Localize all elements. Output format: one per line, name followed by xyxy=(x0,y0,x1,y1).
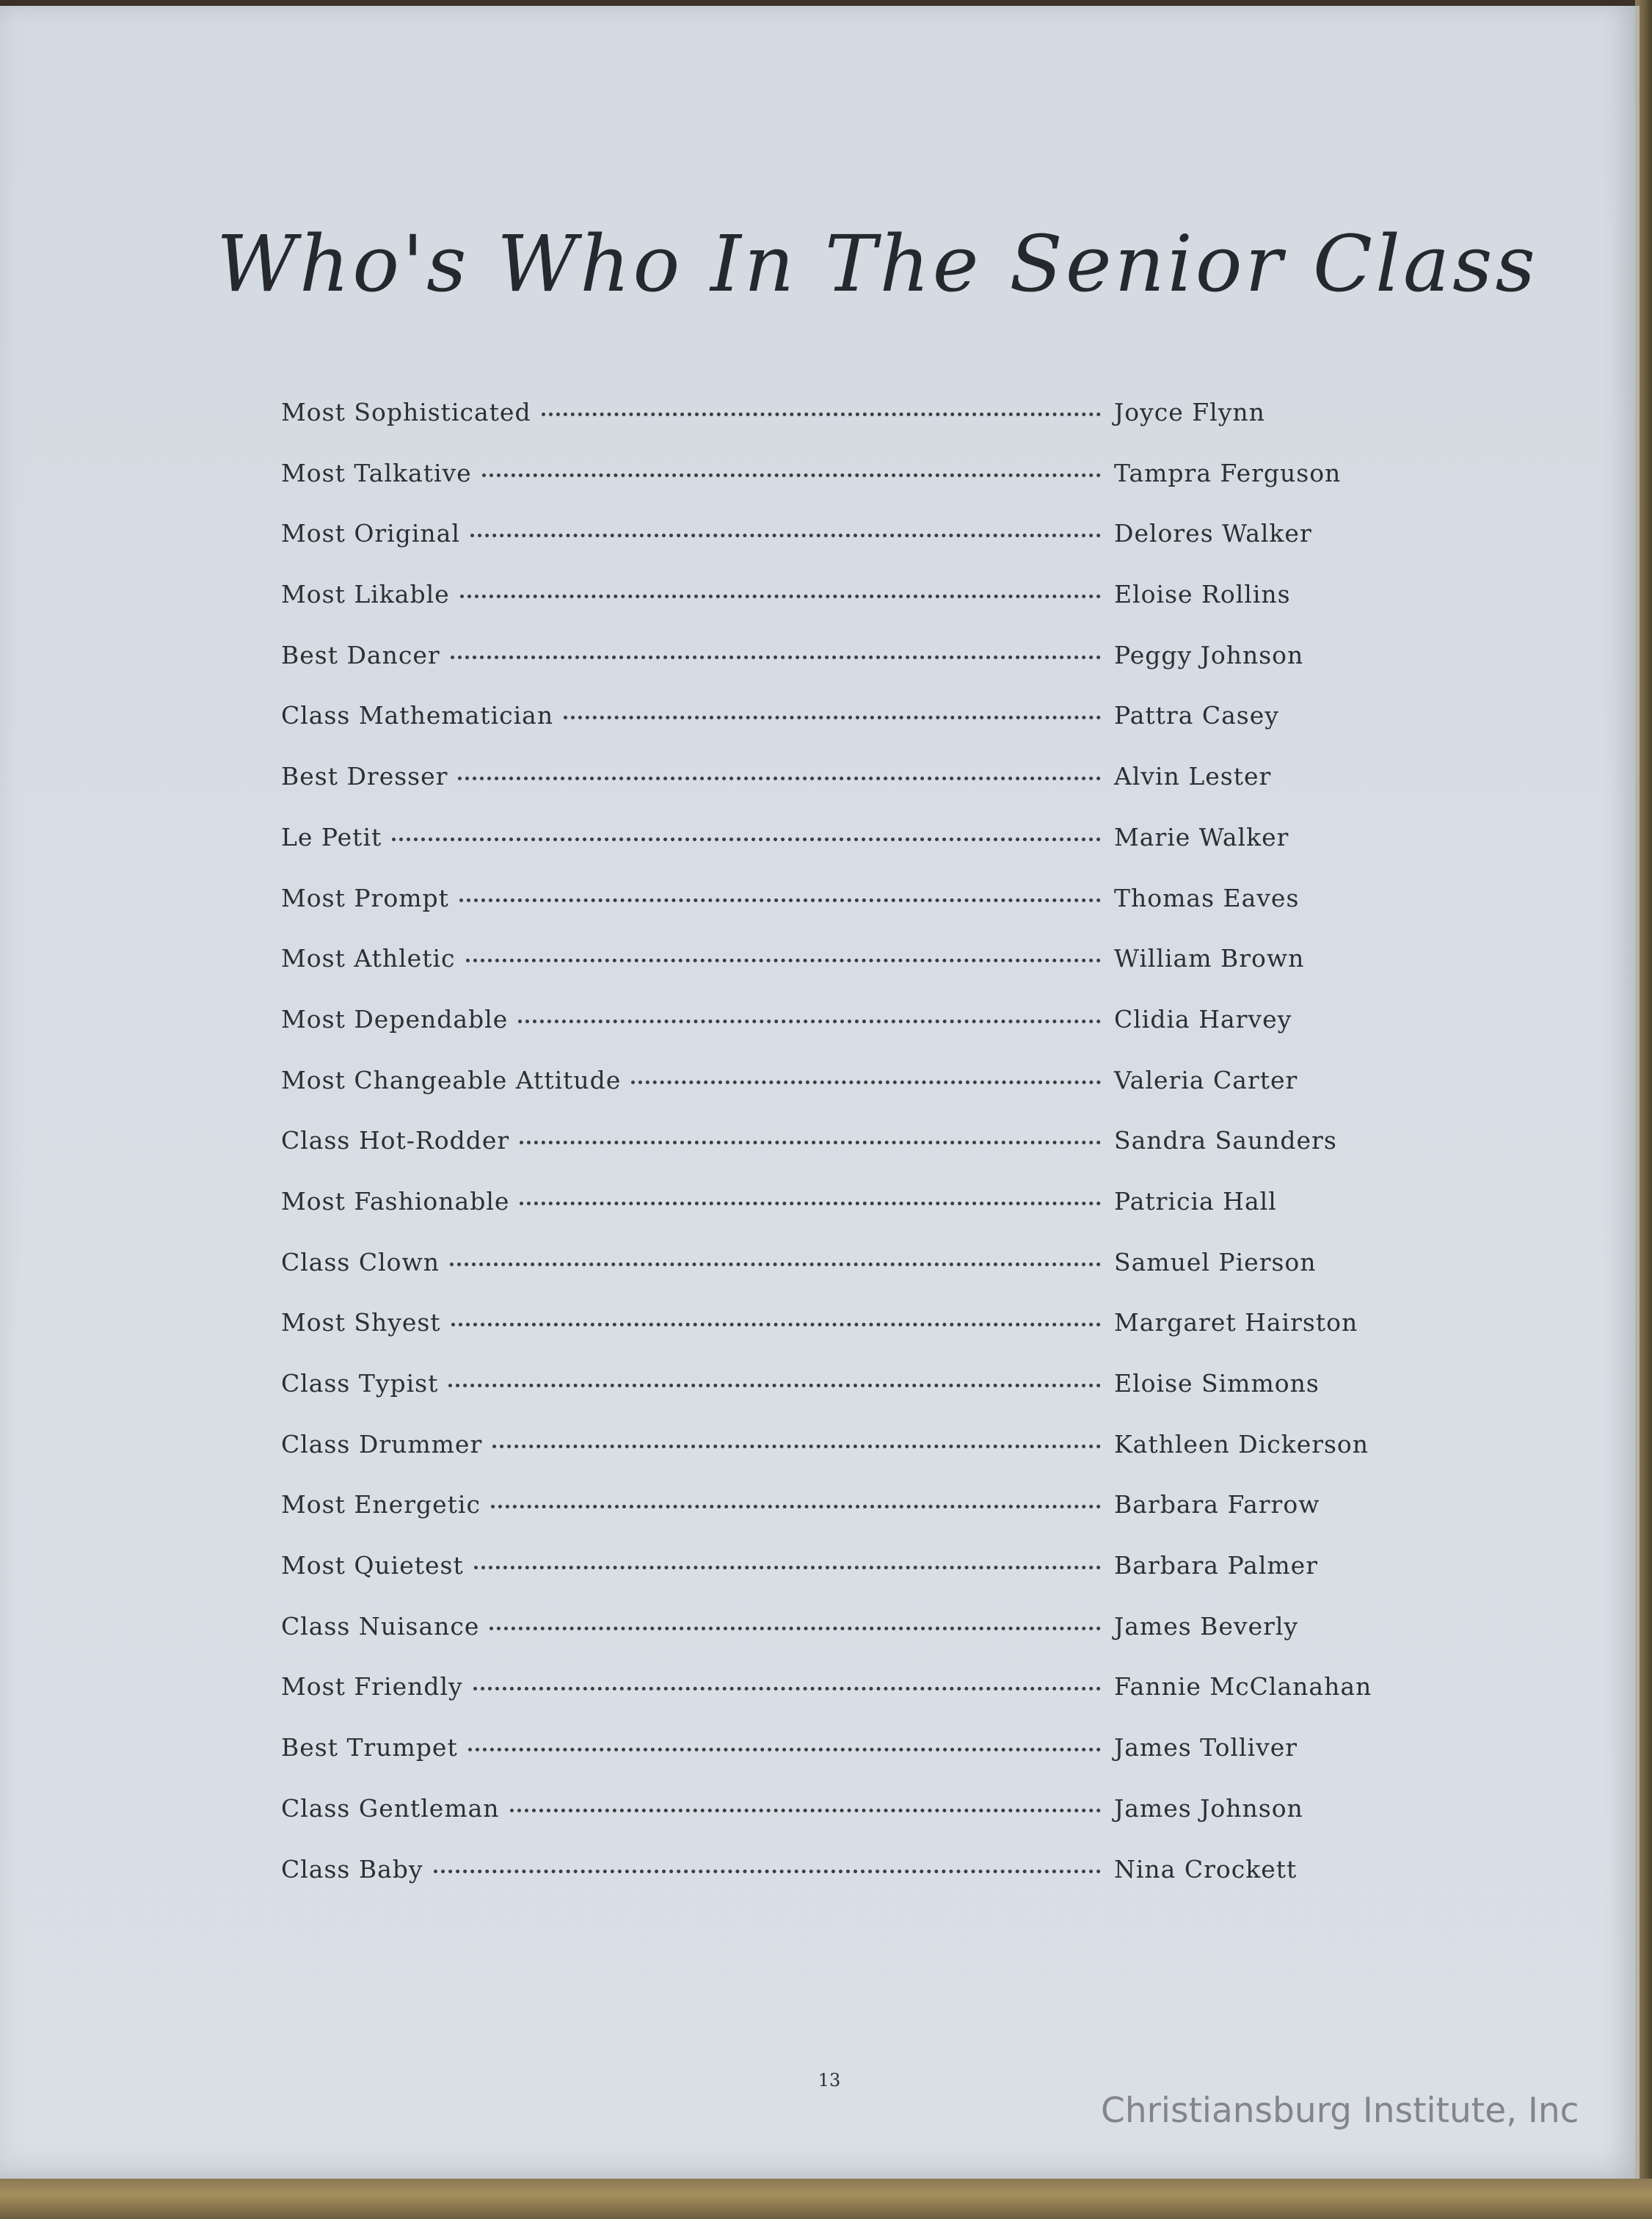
dot-leader xyxy=(474,1566,1101,1569)
award-title: Best Dancer xyxy=(281,640,440,669)
award-row xyxy=(281,1248,1382,1309)
award-leader-group xyxy=(281,1430,1114,1459)
student-name: Clidia Harvey xyxy=(1114,1004,1292,1034)
dot-leader xyxy=(631,1081,1101,1084)
award-leader-group xyxy=(281,1612,1114,1641)
student-name: James Beverly xyxy=(1114,1611,1299,1641)
award-title: Most Prompt xyxy=(281,883,449,912)
award-title: Le Petit xyxy=(281,822,382,851)
student-name: Eloise Simmons xyxy=(1114,1369,1320,1398)
award-row xyxy=(281,519,1382,580)
award-title: Best Trumpet xyxy=(281,1733,458,1762)
award-leader-group xyxy=(281,1187,1114,1216)
award-leader-group xyxy=(281,1248,1114,1276)
award-row xyxy=(281,1066,1382,1127)
student-name: Eloise Rollins xyxy=(1114,580,1291,609)
student-name: Barbara Palmer xyxy=(1114,1551,1318,1580)
student-name: James Johnson xyxy=(1114,1793,1303,1823)
student-name: Peggy Johnson xyxy=(1114,640,1304,669)
dot-leader xyxy=(518,1020,1101,1023)
award-leader-group xyxy=(281,1490,1114,1519)
dot-leader xyxy=(542,413,1101,416)
dot-leader xyxy=(466,959,1102,962)
dot-leader xyxy=(458,777,1101,780)
award-leader-group xyxy=(281,823,1114,851)
award-row xyxy=(281,823,1382,884)
dot-leader xyxy=(459,898,1101,902)
student-name: Kathleen Dickerson xyxy=(1114,1429,1369,1459)
award-title: Most Sophisticated xyxy=(281,398,531,426)
award-leader-group xyxy=(281,519,1114,548)
award-title: Class Mathematician xyxy=(281,701,554,730)
award-title: Most Athletic xyxy=(281,944,456,973)
award-leader-group xyxy=(281,459,1114,487)
student-name: Marie Walker xyxy=(1114,822,1289,851)
award-leader-group xyxy=(281,580,1114,609)
dot-leader xyxy=(520,1202,1101,1205)
award-leader-group xyxy=(281,1126,1114,1155)
award-leader-group xyxy=(281,1794,1114,1823)
award-leader-group xyxy=(281,1066,1114,1094)
award-row xyxy=(281,1126,1382,1187)
yearbook-page xyxy=(0,6,1640,2179)
award-row xyxy=(281,1551,1382,1612)
award-leader-group xyxy=(281,944,1114,973)
dot-leader xyxy=(492,1445,1101,1448)
dot-leader xyxy=(490,1627,1101,1630)
award-title: Class Baby xyxy=(281,1854,423,1884)
dot-leader xyxy=(473,1687,1101,1690)
award-row xyxy=(281,459,1382,520)
award-row xyxy=(281,1855,1382,1916)
student-name: Nina Crockett xyxy=(1114,1854,1298,1884)
award-title: Most Dependable xyxy=(281,1004,509,1034)
award-leader-group xyxy=(281,701,1114,730)
award-leader-group xyxy=(281,1369,1114,1398)
award-title: Most Likable xyxy=(281,580,450,609)
award-row xyxy=(281,701,1382,762)
award-row xyxy=(281,944,1382,1005)
award-row xyxy=(281,1308,1382,1369)
award-row xyxy=(281,1430,1382,1491)
award-title: Class Drummer xyxy=(281,1429,483,1459)
dot-leader xyxy=(470,534,1101,537)
award-row xyxy=(281,1794,1382,1855)
award-leader-group xyxy=(281,641,1114,669)
dot-leader xyxy=(491,1505,1101,1508)
award-title: Most Changeable Attitude xyxy=(281,1065,622,1094)
dot-leader xyxy=(460,595,1101,598)
award-row xyxy=(281,1733,1382,1794)
book-bottom-edge xyxy=(0,2179,1652,2219)
award-leader-group xyxy=(281,1733,1114,1762)
student-name: Thomas Eaves xyxy=(1114,883,1300,912)
awards-list xyxy=(281,398,1382,1915)
dot-leader xyxy=(448,1384,1101,1387)
dot-leader xyxy=(451,1323,1101,1326)
award-row xyxy=(281,884,1382,945)
student-name: James Tolliver xyxy=(1114,1733,1298,1762)
award-leader-group xyxy=(281,1551,1114,1580)
award-title: Most Friendly xyxy=(281,1672,463,1702)
dot-leader xyxy=(450,1263,1101,1266)
award-row xyxy=(281,762,1382,823)
award-row xyxy=(281,1187,1382,1248)
student-name: Barbara Farrow xyxy=(1114,1490,1320,1519)
award-title: Most Fashionable xyxy=(281,1186,510,1216)
student-name: Samuel Pierson xyxy=(1114,1247,1317,1276)
award-title: Class Clown xyxy=(281,1247,440,1276)
award-leader-group xyxy=(281,398,1114,426)
award-row xyxy=(281,398,1382,459)
student-name: Joyce Flynn xyxy=(1114,398,1265,426)
student-name: William Brown xyxy=(1114,944,1305,973)
award-leader-group xyxy=(281,1308,1114,1337)
award-row xyxy=(281,1490,1382,1551)
award-title: Class Typist xyxy=(281,1369,439,1398)
award-leader-group xyxy=(281,1672,1114,1701)
award-title: Most Quietest xyxy=(281,1551,464,1580)
award-row xyxy=(281,1672,1382,1733)
award-leader-group xyxy=(281,762,1114,791)
dot-leader xyxy=(520,1141,1101,1144)
award-row xyxy=(281,1005,1382,1066)
award-title: Most Energetic xyxy=(281,1490,481,1519)
award-title: Best Dresser xyxy=(281,762,448,791)
student-name: Pattra Casey xyxy=(1114,701,1279,730)
student-name: Sandra Saunders xyxy=(1114,1126,1337,1155)
student-name: Delores Walker xyxy=(1114,519,1312,548)
dot-leader xyxy=(451,655,1101,659)
dot-leader xyxy=(564,716,1101,719)
watermark: Christiansburg Institute, Inc xyxy=(1101,2091,1579,2131)
award-leader-group xyxy=(281,1855,1114,1884)
student-name: Alvin Lester xyxy=(1114,762,1272,791)
student-name: Tampra Ferguson xyxy=(1114,458,1342,487)
award-title: Class Nuisance xyxy=(281,1611,480,1641)
award-leader-group xyxy=(281,884,1114,912)
page-number: 13 xyxy=(818,2070,841,2091)
award-title: Most Original xyxy=(281,519,460,548)
award-title: Class Gentleman xyxy=(281,1793,500,1823)
award-row xyxy=(281,580,1382,641)
award-row xyxy=(281,641,1382,702)
page-title: Who's Who In The Senior Class xyxy=(216,219,1538,309)
dot-leader xyxy=(434,1870,1101,1873)
dot-leader xyxy=(510,1809,1101,1812)
dot-leader xyxy=(392,838,1101,841)
dot-leader xyxy=(482,473,1101,477)
award-row xyxy=(281,1612,1382,1673)
dot-leader xyxy=(468,1748,1101,1751)
award-leader-group xyxy=(281,1005,1114,1034)
student-name: Margaret Hairston xyxy=(1114,1308,1358,1337)
award-row xyxy=(281,1369,1382,1430)
student-name: Patricia Hall xyxy=(1114,1186,1277,1216)
student-name: Fannie McClanahan xyxy=(1114,1672,1372,1702)
award-title: Class Hot-Rodder xyxy=(281,1126,510,1155)
award-title: Most Shyest xyxy=(281,1308,441,1337)
award-title: Most Talkative xyxy=(281,458,472,487)
student-name: Valeria Carter xyxy=(1114,1065,1298,1094)
